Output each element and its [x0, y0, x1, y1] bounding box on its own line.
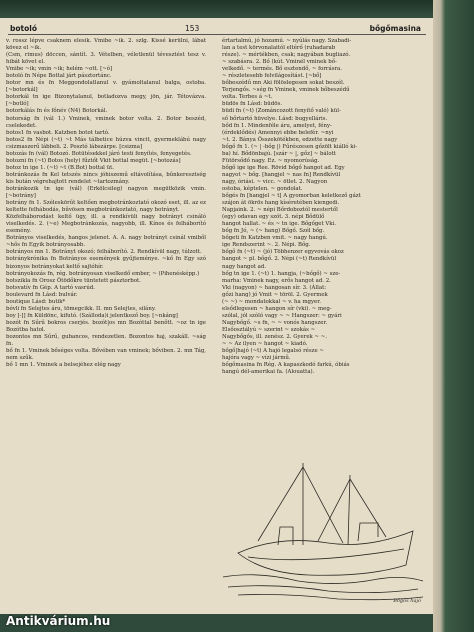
dictionary-line: botorkál tn ige Bizonytalanul, botladozva megy, jön, jár. Tétovázva. [~botló]: [6, 94, 206, 108]
dictionary-line: lan a test körvonalaitól eltérő (ruhadarab: [222, 45, 336, 52]
dictionary-line: része). ~ mértékben, csak; nagyában bugliazó.: [222, 52, 351, 59]
dictionary-line: bozontos mn Sűrű, gubancos, rendezetlen. Bozontos haj, szakáll. ~ság fn.: [6, 333, 206, 348]
dictionary-line: boutique Lásd: butik*: [6, 298, 66, 305]
dictionary-line: (egy) odavan egy szót. 3. népi Bődülő: [222, 214, 325, 221]
running-head: [0, 24, 433, 38]
dictionary-line: szólal, jól szóló vagy ~ ~ Hangszer: ~ gyári: [222, 312, 342, 319]
dictionary-line: elsődlegesen ~ hangon sír (vki). ~ meg-: [222, 305, 332, 312]
dictionary-line: boulevard fn Lásd: bulvár.: [6, 291, 78, 298]
dictionary-line: bőg tn ige 1. (~t) 1. hangja, (~bőgő) ~ sze-: [222, 270, 341, 277]
dictionary-line: ige Rendszerint ~. 2. Népi. Bőg.: [222, 242, 311, 249]
dictionary-line: Botrányos viselkedés, hangos jelenet. A. A. nagy botrányt csinál vmiből ~hős fn Egyik botrányosabb.: [6, 235, 206, 249]
dictionary-line: szájon át ökrös hang kíséretében kiengedi.: [222, 200, 340, 207]
header-left-word: botoló: [10, 24, 37, 33]
ship-illustration: [218, 445, 428, 605]
dictionary-line: botozni fn (~t) Botos (hely) fűztőt Vkit bottal megüt. [~botozás]: [6, 157, 181, 164]
dictionary-line: Vki (nagyon) ~ hangosan sír. 3. (Állat:: [222, 284, 327, 291]
dictionary-line: hangot ~ pl. bőgő. 2. Népi (~t) Rendkívül: [222, 256, 337, 263]
dictionary-line: botránkozás fn Kel tetszés nincs jóhiszemű eltávolítása, bűnkeresztség kis bután végrehajtott rendelet ~tartozmány.: [6, 171, 206, 185]
illustration-caption: Bőgős hajó: [393, 598, 421, 604]
dictionary-line: büdi fn (~t) (Zománcozott fenyítő való) kül-: [222, 108, 341, 115]
book-spine: [433, 0, 474, 632]
dictionary-line: (Csm, rimus) döccen, sántít. 3. Vételben, véletlenül tévesztést tesz v. hibát követ el.: [6, 52, 206, 66]
book-top-edge: [0, 0, 474, 18]
dictionary-line: nagy, óriási. ~ vicc. ~ ötlet. 2. Nagyon: [222, 178, 328, 185]
dictionary-line: botorság fn (vál 1.) Vminek, vminek botor volta. 2. Botor beszéd, cselekedet.: [6, 115, 206, 129]
dictionary-line: gőzi hang) jó Vmit ~ töröl. 2. Gyermek: [222, 291, 328, 298]
dictionary-line: botrány fn 1. Széleskörűt keltően megbotránkoztató okozó eset, ill. az ez keltette felhábodás, bűvösen megbotránkoztató, nagy botrányt.: [6, 200, 206, 214]
dictionary-line: volta. Terbes á ~t.: [222, 94, 273, 101]
dictionary-line: bőgő|hajó (~t) A hajó legalsó része ~: [222, 348, 324, 355]
dictionary-line: marha: Vminek nagy, erős hangot ad. 2.: [222, 277, 331, 284]
header-rule: [8, 34, 426, 35]
dictionary-line: Nagybőgős, ill. zenész. 2. Gyerek ~ ~.: [222, 333, 327, 340]
dictionary-line: botoló fn Népe Bottal járt pásztortánc.: [6, 73, 112, 80]
dictionary-line: boy [-]] fn Küldönc, kifutó. (Szálloda)i jelentkező boy. [~nkáng]: [6, 312, 178, 319]
dictionary-line: Közfelháborodást keltő ügy, ill. a rendkívüli nagy botrányt csináló viselkedés. 2. (~e) Megbotránkozás, nagyobb, ill. Kínos és felháborító esemény.: [6, 214, 206, 235]
dictionary-line: Fütörsődő nagy. Ez. ~ nyomorúság.: [222, 157, 320, 164]
dictionary-line: botrányokozás fn, rég. botrányosan viselkedő ember, ~ (Pihenésképp.): [6, 270, 200, 277]
dictionary-line: hajóra vagy ~ vízi jármű.: [222, 355, 291, 362]
dictionary-line: bő 1 mn 1. Vminek a belsejéhez elég nagy: [6, 362, 121, 369]
dictionary-line: bőbeszédű mn Aki fölöslegesen sokat beszél.: [222, 80, 345, 87]
dictionary-line: bozót fn Sűrű bokros cserjés. bozót|os mn Bozóttal benőtt. ~oz tn ige Bozótba hatol.: [6, 319, 206, 333]
dictionary-line: (érdeklődés) Amennyi ebbe belefér. ~nyi: [222, 129, 334, 136]
dictionary-line: (~ ~) ~ mondatokkal ~ v. ha mgyer.: [222, 298, 321, 305]
dictionary-line: bőgő ige ige Ree. Rövid bőgő hangot ad. Egy: [222, 164, 345, 171]
dictionary-line: botrányos mn 1. Botrányt okozó; felháborító. 2. Rendkívül nagy, túlzott.: [6, 249, 202, 256]
page-number: 153: [185, 24, 200, 33]
dictionary-line: hangú dél-amerikai fa. (Alouatta).: [222, 369, 315, 376]
dictionary-line: ső bőrtartó hüvelye. Lásd: bugyelláris.: [222, 115, 328, 122]
dictionary-line: bőgő fn 1. (~ | -bőg |) Fűrészesen gőzölt kiálló ki-: [222, 143, 358, 150]
dictionary-line: bóvli fn Selejtes áru, tömegcikk. II. mn Selejtes, silány.: [6, 305, 156, 312]
dictionary-line: botos2 fn Népi (~t) ~t Más tálbetice húzva vincit, gyermeklábú nagy csizmaszerű lábbeli. 2. Posztó lábszárpe. [csizma]: [6, 136, 206, 150]
dictionary-line: botorkálás fn és főnév (N4) Botorkál.: [6, 108, 108, 115]
dictionary-line: nagyot ~ bőg. [hangjel ~ nas fn] Rendkívül: [222, 171, 341, 178]
dictionary-line: bőg fn Jó, ~ (~ hang) Bőgő. Szél bőg.: [222, 228, 325, 235]
dictionary-line: értartalmú, jó hozamú. ~ nyúlás nagy. Szabadi-: [222, 38, 352, 44]
dictionary-line: botos1 fn vasbot. Katzben botot tartó.: [6, 129, 110, 136]
dictionary-line: botozás fn (vál) Botozó. Botütésekkel járó testi fenyítés, fenyegetés.: [6, 150, 192, 157]
dictionary-line: Elsőosztályú ~ szerint ~ szokás ~: [222, 326, 316, 333]
dictionary-line: bő fn 1. Vminek bőséges volta. Bővében van vminek; bőviben. 2. mn Tág, nem szűk.: [6, 348, 206, 362]
dictionary-line: botoz tn ige 1. (~t) ~t (B.Bot) bottal üt.: [6, 164, 114, 171]
left-column: [6, 38, 206, 369]
dictionary-line: ~ ~ Az ilyen ~ hangot ~ kiadó.: [222, 341, 308, 348]
dictionary-line: Nagybőgő. ~s fn, ~ ~ vonós hangszer.: [222, 319, 328, 326]
dictionary-line: Napjaink. 2. ~ népi Bőrdoboztól mestertől: [222, 207, 338, 214]
dictionary-line: botor mn és fn Meggondolatlanul v. gyámoltalanul balga, ostoba. [~botorkál]: [6, 80, 206, 94]
dictionary-line: ~ szabásra. 2. Bő (kút. Vminél vminek bő-: [222, 59, 337, 66]
dictionary-line: ostoba, képtelen. ~ gondolat.: [222, 185, 303, 192]
dictionary-line: bőgő fn (~t) ~ (jó) Töbhenzer egyvovás okoz: [222, 249, 344, 256]
dictionary-line: hangot hallat. ~ és ~ tn ige. Bőgőget Vki.: [222, 221, 336, 228]
dictionary-line: Vmibe ~ik; vmin ~ik; helém ~ott. [~ó]: [6, 66, 113, 73]
dictionary-line: bőd fn 1. Mindenféle áru, amelyet, fény-: [222, 122, 332, 129]
dictionary-line: nagy hangot ad.: [222, 263, 267, 270]
dictionary-line: botránkozik tn ige (vál) (Erkölcsileg) nagyon megütközik vmin. [~botrány]: [6, 185, 206, 200]
dictionary-line: v. rossz lépve csaknem elesik. Vmibe ~ik. 2. szlg. Kissé kerülni, lábat kövez el ~ik.: [6, 38, 206, 52]
dictionary-line: ba) hí. Bődönbajú. [szár ~ |, gőz] ~ bálott: [222, 150, 336, 157]
dictionary-line: botszikla fn Orosz Ötödőkre tüntetett pásztorbot.: [6, 277, 141, 284]
dictionary-line: botsvatív fn Gép. A tartó vasrúd.: [6, 284, 96, 291]
dictionary-line: velkedő. ~ termés. Bő esztendő, ~ forrásra.: [222, 66, 342, 73]
dictionary-line: ~ részletesebb felvilágosítást. [~bő]: [222, 73, 322, 80]
header-right-word: bőgőmasina: [369, 24, 421, 33]
watermark: Antikvárium.hu: [6, 614, 111, 628]
right-column: [222, 38, 427, 376]
dictionary-line: bőgés fn [hangjel ~ t] A gyomorban keletkező gázt: [222, 193, 361, 200]
dictionary-line: botránykrónika fn Botrányos események gyűjteménye. ~kő fn Egy szó bizonyos botrányokat keltő sajtóhír.: [6, 256, 206, 270]
dictionary-line: bőgőmasina fn Rég. A kapaszkodó farkú, óbiás: [222, 362, 350, 369]
dictionary-line: Terjengős. ~ség fn Vminek, vminek bőbeszédű: [222, 87, 350, 94]
dictionary-page: [0, 18, 433, 614]
dictionary-line: büdös fn Lásd: büdös.: [222, 101, 282, 108]
dictionary-line: ~t. 2. Bánya Összekötékben, edzette nagy: [222, 136, 338, 143]
dictionary-line: bőgeti fn Katzben vmit. ~ nagy hangú.: [222, 235, 328, 242]
